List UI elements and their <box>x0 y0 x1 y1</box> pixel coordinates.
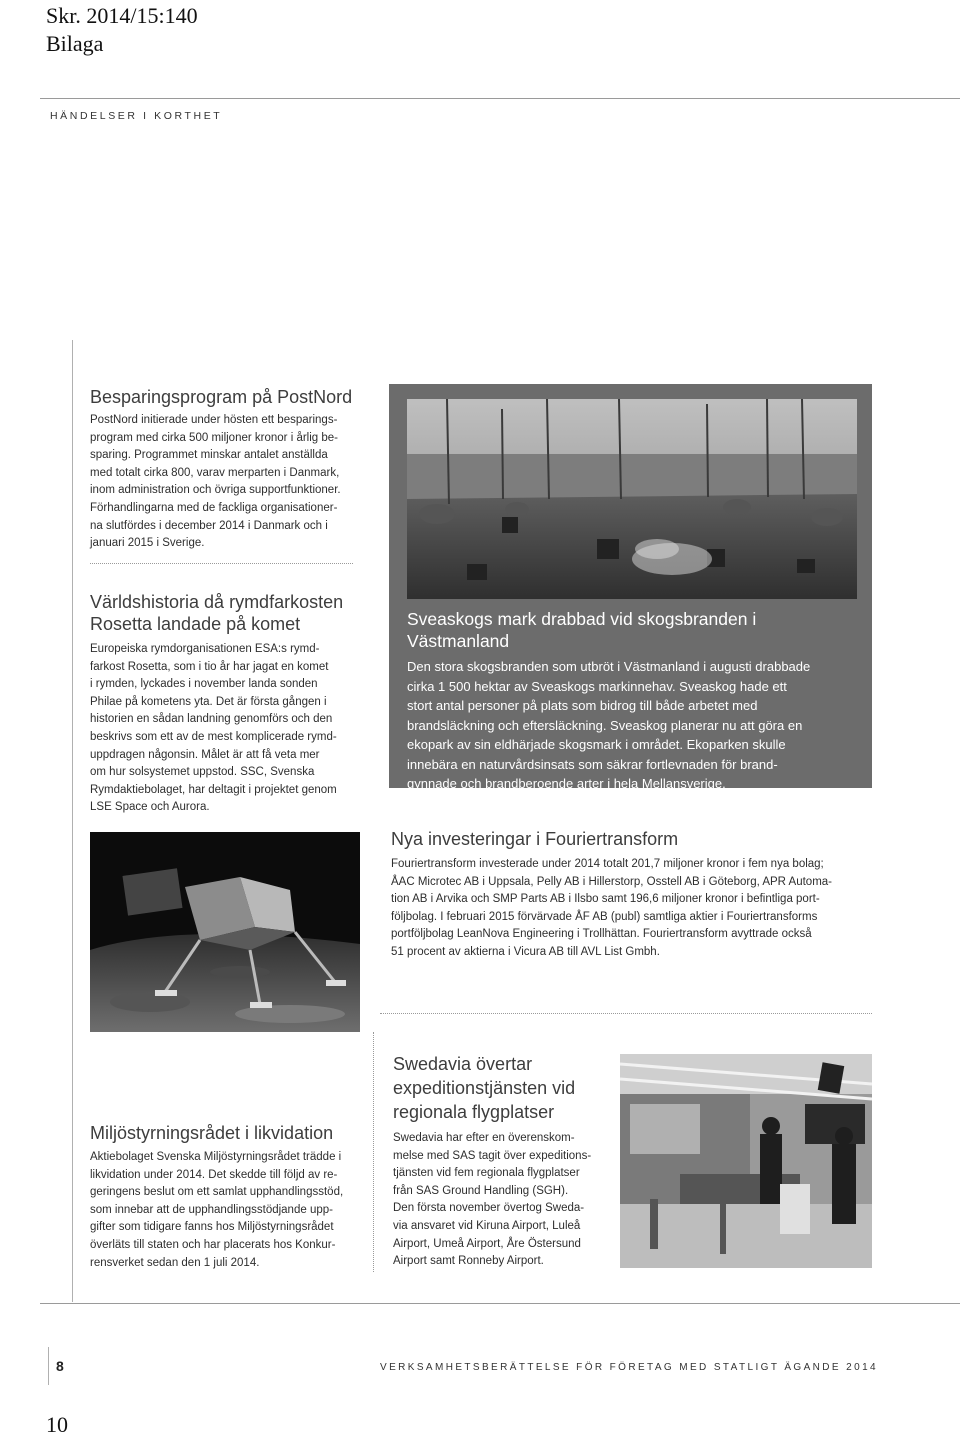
comet-lander-photo <box>90 832 360 1032</box>
footer-divider <box>48 1347 49 1385</box>
article-postnord <box>90 386 360 553</box>
article-title: Sveaskogs mark drabbad vid skogsbranden i Västmanland <box>407 609 757 651</box>
footer-rule <box>40 1303 960 1304</box>
article-body: PostNord initierade under hösten ett besparings- program med cirka 500 miljoner kronor i årlig be- sparing. Programmet minskar antalet anställda med totalt cirka 800, varav merparten i Danmark, inom administration och övriga supportfunktioner. Förhandlingarna med de fackliga organisationer- na slutfördes i december 2014 i Danmark och i januari 2015 i Sverige. <box>90 414 341 550</box>
footer-page-label: 8 <box>56 1358 64 1374</box>
article-rosetta <box>90 591 365 817</box>
left-column-rule <box>72 340 73 1302</box>
document-reference: Skr. 2014/15:140 <box>46 3 198 28</box>
header-rule <box>40 98 960 99</box>
vertical-dotted-separator <box>373 1032 374 1272</box>
document-appendix: Bilaga <box>46 31 104 56</box>
article-title: Besparingsprogram på PostNord <box>90 387 353 407</box>
document-page-number: 10 <box>46 1412 68 1437</box>
dotted-separator <box>90 563 353 564</box>
article-title: Miljöstyrningsrådet i likvidation <box>90 1123 334 1143</box>
article-title: Swedavia övertar expeditionstjänsten vid regionala flygplatser <box>393 1054 576 1122</box>
dotted-separator <box>380 1013 872 1014</box>
section-kicker: HÄNDELSER I KORTHET <box>50 110 223 122</box>
article-body: Den stora skogsbranden som utbröt i Västmanland i augusti drabbade cirka 1 500 hektar av Sveaskogs markinnehav. Sveaskog hade ett stort antal personer på plats som bidrog till både arbetet med brandsläckning och eftersläckning. Sveaskog planerar nu att göra en ekopark av sin eldhärjade skogsmark i området. Ekoparken skulle innebära en naturvårdsinsats som säkrar fortlevnaden för brand- gynnade och brandberoende arter i hela Mellansverige. <box>407 659 811 791</box>
article-miljostyrningsradet <box>90 1122 365 1272</box>
article-swedavia <box>393 1052 608 1271</box>
article-fouriertransform <box>391 828 876 962</box>
article-title: Nya investeringar i Fouriertransform <box>391 829 679 849</box>
article-body: Aktiebolaget Svenska Miljöstyrningsrådet trädde i likvidation under 2014. Det skedde till följd av re- geringens beslut om ett samlat upphandlingsstöd, som innebar att de upphandlingsstödjande upp- gifter som tidigare fanns hos Miljöstyrningsrådet överläts till staten och har placerats hos Konkur- rensverket sedan den 1 juli 2014. <box>90 1151 344 1269</box>
article-title: Världshistoria då rymdfarkosten Rosetta landade på komet <box>90 592 344 634</box>
airport-check-in-photo <box>620 1054 872 1268</box>
footer-title: VERKSAMHETSBERÄTTELSE FÖR FÖRETAG MED STATLIGT ÄGANDE 2014 <box>380 1362 878 1373</box>
document-header <box>46 2 198 58</box>
article-body: Fouriertransform investerade under 2014 totalt 201,7 miljoner kronor i fem nya bolag; ÅAC Microtec AB i Uppsala, Pelly AB i Hillerstorp, Osstell AB i Göteborg, APR Automa- tion AB i Arvika och SMP Parts AB i Ilsbo samt 196,6 miljoner kronor i befintliga port- följbolag. I februari 2015 förvärvade ÅF AB (publ) samtliga aktier i Fouriertransforms portföljbolag LeanNova Engineering i Trollhättan. Fouriertransform avyttrade också 51 procent av aktierna i Vicura AB till AVL List Gmbh. <box>391 858 833 958</box>
article-body: Europeiska rymdorganisationen ESA:s rymd- farkost Rosetta, som i tio år har jagat en komet i rymden, lyckades i november landa sonden Philae på kometens yta. Det är första gången i historien en sådan landning genomförs och den beskrivs som ett av de mest komplicerade rymd- uppdragen någonsin. Målet är att få veta mer om hur solsystemet uppstod. SSC, Svenska Rymdaktiebolaget, har deltagit i projektet genom LSE Space och Aurora. <box>90 643 337 814</box>
article-sveaskog <box>389 602 872 791</box>
article-body: Swedavia har efter en överenskom- melse med SAS tagit över expeditions- tjänsten vid fem regionala flygplatser från SAS Ground Handling (SGH). Den första november övertog Sweda- via ansvaret vid Kiruna Airport, Luleå Airport, Umeå Airport, Åre Östersund Airport samt Ronneby Airport. <box>393 1132 592 1268</box>
burnt-forest-photo <box>407 399 857 599</box>
